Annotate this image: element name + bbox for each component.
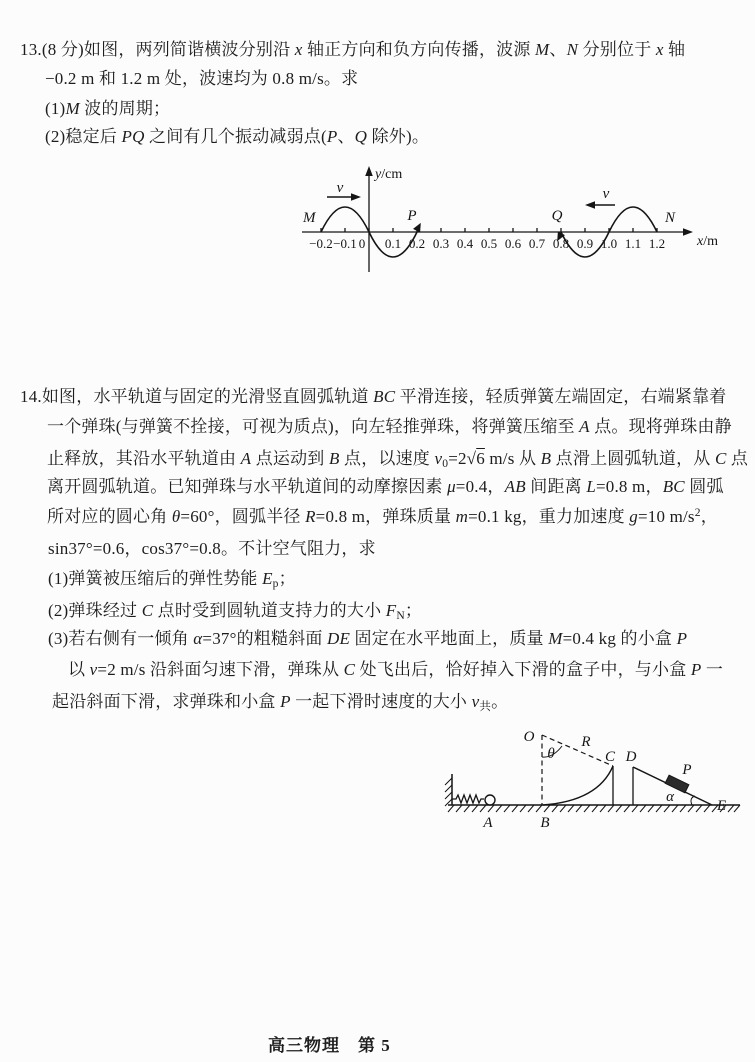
v-right-label: v xyxy=(602,186,610,202)
v-left-label: v xyxy=(336,180,344,196)
label-p: P xyxy=(407,208,417,224)
y-axis-arrow-icon xyxy=(365,166,373,176)
svg-text:−0.1: −0.1 xyxy=(333,236,357,251)
svg-text:1.0: 1.0 xyxy=(600,236,618,251)
q14-part-1: (1)弹簧被压缩后的弹性势能 Ep； xyxy=(48,569,296,590)
label-a: A xyxy=(483,815,493,831)
svg-text:0: 0 xyxy=(358,236,366,251)
q14-line-3: 止释放，其沿水平轨道由 A 点运动到 B 点，以速度 v0=2√6 m/s 从 B 点滑上圆弧轨道，从 C 点 xyxy=(47,449,749,470)
page-footer: 高三物理 第 5 xyxy=(268,1036,391,1055)
axes xyxy=(302,173,688,272)
q14-line-1: 14.如图，水平轨道与固定的光滑竖直圆弧轨道 BC 平滑连接，轻质弹簧左端固定，右端紧靠着 xyxy=(20,387,727,406)
svg-text:0.1: 0.1 xyxy=(384,236,402,251)
q14-part-3: (3)若右侧有一倾角 α=37°的粗糙斜面 DE 固定在水平地面上，质量 M=0.4 kg 的小盒 P xyxy=(48,629,688,648)
label-n: N xyxy=(665,210,676,226)
q13-line-1: 13.(8 分)如图，两列简谐横波分别沿 x 轴正方向和负方向传播，波源 M、N 分别位于 x 轴 xyxy=(20,40,686,59)
svg-text:−0.2: −0.2 xyxy=(309,236,333,251)
label-o: O xyxy=(523,729,535,745)
marble xyxy=(485,795,495,805)
q13-line-2: −0.2 m 和 1.2 m 处，波速均为 0.8 m/s。求 xyxy=(45,69,359,88)
velocity-arrow-right xyxy=(585,186,615,209)
svg-text:0.3: 0.3 xyxy=(432,236,450,251)
q14-part-3b: 以 v=2 m/s 沿斜面匀速下滑，弹珠从 C 处飞出后，恰好掉入下滑的盒子中，与小盒 P 一 xyxy=(68,660,724,679)
arc-track-bc xyxy=(543,766,613,805)
svg-text:1.1: 1.1 xyxy=(624,236,642,251)
svg-text:0.9: 0.9 xyxy=(576,236,594,251)
q14-line-4: 离开圆弧轨道。已知弹珠与水平轨道间的动摩擦因素 μ=0.4，AB 间距离 L=0.8 m，BC 圆弧 xyxy=(47,477,724,496)
y-axis-label: y/cm xyxy=(375,167,403,182)
label-r: R xyxy=(581,734,591,750)
mechanics-figure xyxy=(440,710,755,832)
svg-text:0.8: 0.8 xyxy=(552,236,570,251)
q14-line-6: sin37°=0.6，cos37°=0.8。不计空气阻力，求 xyxy=(48,539,376,558)
q13-part-2: (2)稳定后 PQ 之间有几个振动减弱点(P、Q 除外)。 xyxy=(45,127,430,146)
svg-text:0.5: 0.5 xyxy=(480,236,498,251)
label-m: M xyxy=(303,210,316,226)
svg-text:0.6: 0.6 xyxy=(504,236,522,251)
ground-hatching xyxy=(448,805,740,812)
wave-figure xyxy=(295,163,755,275)
svg-text:0.4: 0.4 xyxy=(456,236,474,251)
svg-text:1.2: 1.2 xyxy=(648,236,666,251)
spring xyxy=(452,795,484,803)
x-axis-label: x/m xyxy=(697,234,718,249)
velocity-arrow-left xyxy=(327,180,361,201)
label-q: Q xyxy=(551,208,563,224)
label-e: E xyxy=(717,798,727,814)
label-alpha: α xyxy=(666,789,674,805)
label-theta: θ xyxy=(547,746,555,762)
label-p-box: P xyxy=(682,762,692,778)
x-axis-arrow-icon xyxy=(683,228,693,236)
q14-part-3c: 起沿斜面下滑，求弹珠和小盒 P 一起下滑时速度的大小 v共。 xyxy=(52,692,509,713)
wall xyxy=(445,774,452,806)
svg-text:0.2: 0.2 xyxy=(408,236,426,251)
q14-line-2: 一个弹珠(与弹簧不拴接，可视为质点)，向左轻推弹珠，将弹簧压缩至 A 点。现将弹珠由静 xyxy=(47,417,732,436)
q13-part-1: (1)M 波的周期； xyxy=(45,99,171,118)
q14-part-2: (2)弹珠经过 C 点时受到圆轨道支持力的大小 FN； xyxy=(48,601,423,622)
svg-text:0.7: 0.7 xyxy=(528,236,546,251)
label-b: B xyxy=(540,815,550,831)
label-d: D xyxy=(625,749,637,765)
q14-line-5: 所对应的圆心角 θ=60°，圆弧半径 R=0.8 m，弹珠质量 m=0.1 kg，重力加速度 g=10 $m/s^2$， xyxy=(47,506,718,527)
x-tick-labels xyxy=(309,236,665,251)
label-c: C xyxy=(604,749,616,765)
